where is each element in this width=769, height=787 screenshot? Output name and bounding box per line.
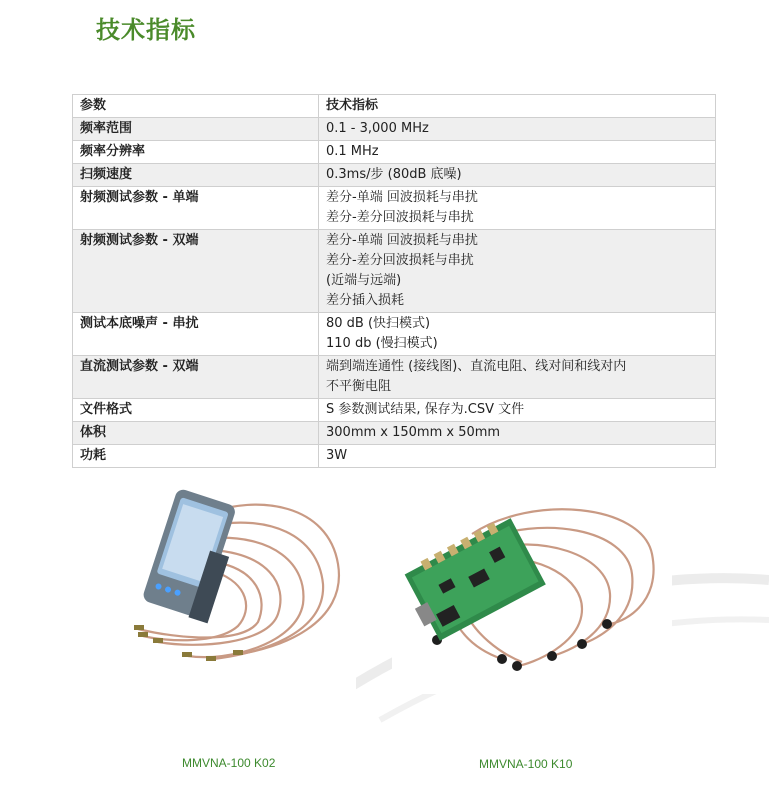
header-param: 参数 — [73, 95, 319, 118]
param-cell: 文件格式 — [73, 399, 319, 422]
page-title: 技术指标 — [96, 16, 196, 44]
value-line: 端到端连通性 (接线图)、直流电阻、线对间和线对内 — [326, 359, 627, 374]
param-cell: 扫频速度 — [73, 164, 319, 187]
value-line: 差分-差分回波损耗与串扰 — [326, 253, 474, 268]
table-row — [73, 399, 716, 422]
param-cell: 射频测试参数 - 单端 — [73, 187, 319, 230]
value-cell — [319, 445, 716, 468]
table-row — [73, 187, 716, 230]
value-line: S 参数测试结果, 保存为.CSV 文件 — [326, 402, 525, 417]
table-row — [73, 164, 716, 187]
value-cell — [319, 164, 716, 187]
value-line: 不平衡电阻 — [326, 379, 392, 394]
caption-k10: MMVNA-100 K10 — [479, 757, 573, 771]
caption-k02: MMVNA-100 K02 — [182, 756, 276, 770]
param-cell: 体积 — [73, 422, 319, 445]
value-line: 差分-单端 回波损耗与串扰 — [326, 233, 478, 248]
table-row — [73, 230, 716, 313]
value-line: 0.3ms/步 (80dB 底噪) — [326, 167, 462, 182]
value-cell — [319, 141, 716, 164]
value-cell — [319, 356, 716, 399]
table-row — [73, 422, 716, 445]
value-cell — [319, 187, 716, 230]
param-cell: 直流测试参数 - 双端 — [73, 356, 319, 399]
value-line: 3W — [326, 448, 348, 463]
param-cell: 射频测试参数 - 双端 — [73, 230, 319, 313]
table-row — [73, 445, 716, 468]
value-line: 差分-差分回波损耗与串扰 — [326, 210, 474, 225]
spec-table — [72, 94, 716, 468]
value-cell — [319, 399, 716, 422]
product-photo-k10 — [392, 484, 672, 694]
table-row — [73, 118, 716, 141]
table-row — [73, 356, 716, 399]
value-line: 80 dB (快扫模式) — [326, 316, 431, 331]
value-line: 0.1 - 3,000 MHz — [326, 121, 429, 136]
value-cell — [319, 118, 716, 141]
param-cell: 频率范围 — [73, 118, 319, 141]
table-row — [73, 313, 716, 356]
value-line: 差分插入损耗 — [326, 293, 405, 308]
value-cell — [319, 230, 716, 313]
value-line: (近端与远端) — [326, 273, 402, 288]
table-header-row — [73, 95, 716, 118]
value-line: 110 db (慢扫模式) — [326, 336, 438, 351]
table-row — [73, 141, 716, 164]
value-line: 差分-单端 回波损耗与串扰 — [326, 190, 478, 205]
value-cell — [319, 313, 716, 356]
value-line: 300mm x 150mm x 50mm — [326, 425, 501, 440]
param-cell: 频率分辨率 — [73, 141, 319, 164]
param-cell: 测试本底噪声 - 串扰 — [73, 313, 319, 356]
header-spec: 技术指标 — [319, 95, 716, 118]
product-photo-k02 — [108, 474, 356, 710]
value-line: 0.1 MHz — [326, 144, 379, 159]
value-cell — [319, 422, 716, 445]
param-cell: 功耗 — [73, 445, 319, 468]
